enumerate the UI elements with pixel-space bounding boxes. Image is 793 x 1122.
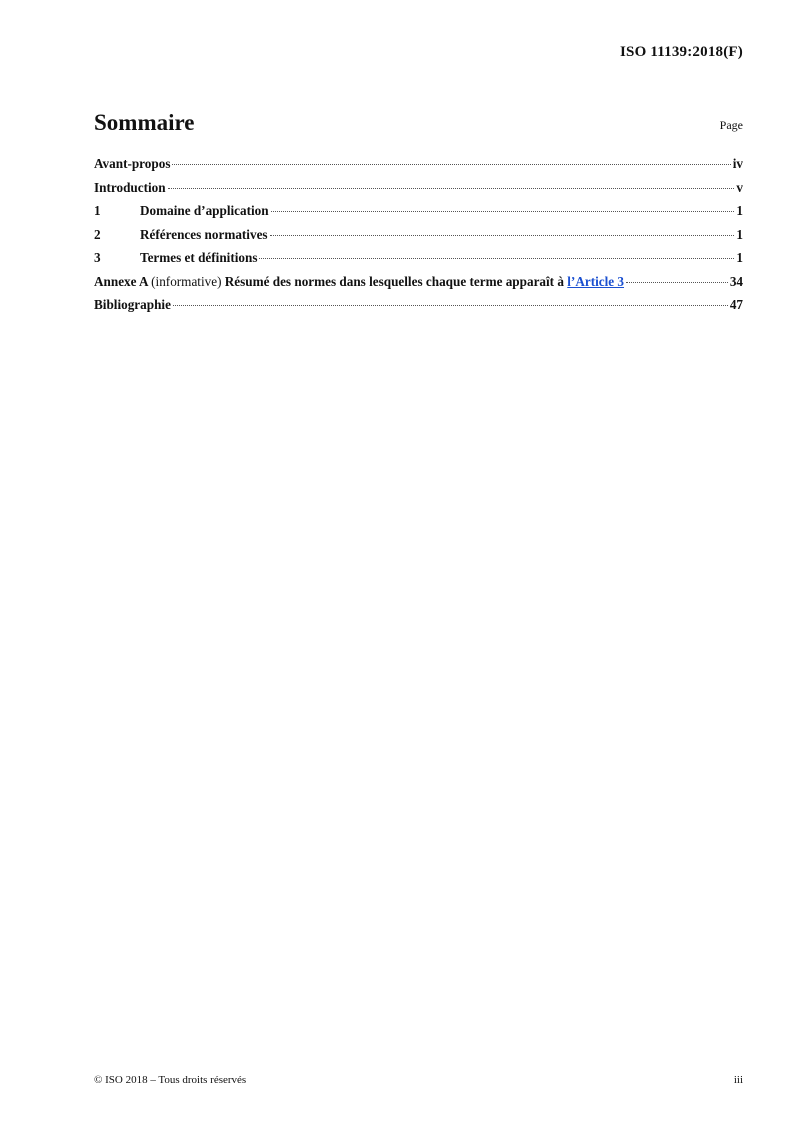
toc-entry-title: Références normatives — [140, 226, 268, 242]
annex-title: Résumé des normes dans lesquelles chaque terme apparaît à — [224, 273, 564, 289]
table-of-contents — [94, 156, 743, 321]
dot-leader — [168, 188, 735, 189]
toc-entry-page: 1 — [736, 203, 743, 218]
annex-qualifier: (informative) — [151, 273, 222, 289]
toc-entry-introduction[interactable] — [94, 180, 743, 204]
toc-entry-title: Domaine d’application — [140, 203, 269, 218]
footer-copyright: © ISO 2018 – Tous droits réservés — [94, 1074, 247, 1086]
dot-leader — [271, 211, 735, 212]
toc-entry-title: Avant-propos — [94, 156, 171, 171]
toc-entry-bibliographie[interactable] — [94, 297, 743, 321]
toc-entry-annexe-a[interactable] — [94, 274, 743, 298]
toc-entry-page: v — [736, 179, 743, 195]
toc-entry-page: 1 — [736, 250, 743, 265]
toc-entry-references-normatives[interactable] — [94, 227, 743, 251]
toc-entry-page: iv — [732, 156, 743, 171]
footer-page-number: iii — [733, 1074, 743, 1086]
article-3-link[interactable]: l’Article 3 — [567, 273, 625, 289]
toc-entry-page: 34 — [729, 273, 743, 289]
toc-entry-number: 1 — [94, 203, 101, 218]
dot-leader — [270, 235, 735, 236]
toc-entry-avant-propos[interactable] — [94, 156, 743, 180]
dot-leader — [173, 305, 728, 306]
toc-entry-title: Termes et définitions — [140, 250, 258, 265]
toc-entry-termes-definitions[interactable] — [94, 250, 743, 274]
toc-entry-page: 47 — [729, 297, 743, 312]
dot-leader — [172, 164, 730, 165]
page-column-label: Page — [719, 118, 743, 132]
annex-prefix: Annexe A — [94, 273, 148, 289]
dot-leader — [259, 258, 734, 259]
page-title: Sommaire — [94, 110, 195, 135]
toc-entry-number: 2 — [94, 226, 101, 242]
toc-entry-domaine-application[interactable] — [94, 203, 743, 227]
toc-title-row — [94, 110, 743, 136]
toc-entry-page: 1 — [736, 226, 743, 242]
toc-entry-title: Introduction — [94, 179, 166, 195]
toc-entry-title — [94, 274, 624, 290]
toc-entry-number: 3 — [94, 250, 101, 265]
document-id: ISO 11139:2018(F) — [620, 44, 743, 60]
dot-leader — [626, 282, 728, 283]
toc-entry-title: Bibliographie — [94, 297, 171, 312]
